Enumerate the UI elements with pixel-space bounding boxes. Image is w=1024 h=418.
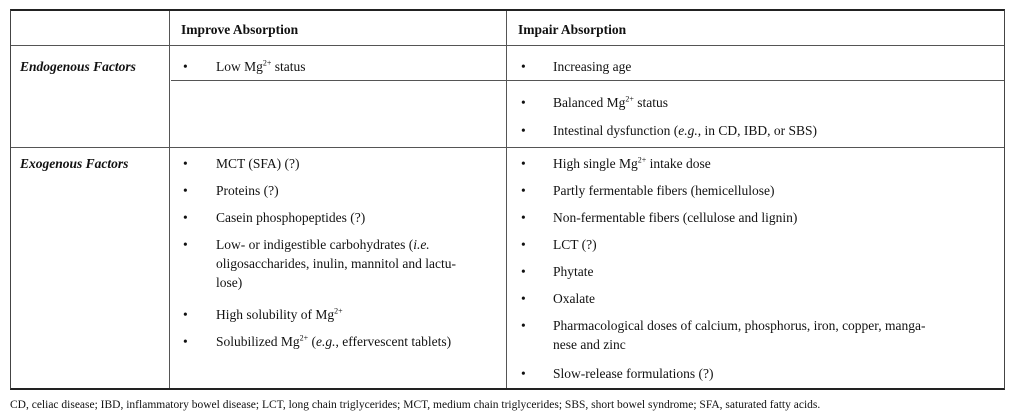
bullet-icon: • (521, 123, 526, 138)
list-item: Balanced $Mg^{2+}$ status (553, 94, 669, 110)
bullet-icon: • (521, 291, 526, 306)
bullet-icon: • (183, 210, 188, 225)
list-item: Solubilized $Mg^{2+}$ (e.g., effervescent tablets) (216, 333, 452, 349)
bullet-icon: • (521, 237, 526, 252)
endogenous-split-divider (171, 80, 1004, 81)
bullet-icon: • (521, 59, 526, 74)
list-item-continuation: nese and zinc (553, 337, 626, 352)
bullet-icon: • (183, 59, 188, 74)
absorption-factors-table (10, 9, 1005, 390)
list-item: Pharmacological doses of calcium, phosphorus, iron, copper, manga- (553, 318, 926, 333)
row-label-exogenous: Exogenous Factors (20, 156, 129, 171)
list-item: MCT (SFA) (?) (216, 156, 300, 171)
bullet-icon: • (183, 334, 188, 349)
list-item: Proteins (?) (216, 183, 279, 198)
bullet-icon: • (521, 156, 526, 171)
table-footnote: CD, celiac disease; IBD, inflammatory bowel disease; LCT, long chain triglycerides; MCT, medium chain triglycerides; SBS, short bowel syndrome; SFA, saturated fatty acids. (10, 399, 821, 411)
list-item: LCT (?) (553, 237, 597, 252)
list-item: Intestinal dysfunction (e.g., in CD, IBD, or SBS) (553, 123, 817, 138)
list-item: Low $Mg^{2+}$ status (216, 58, 306, 74)
header-improve: Improve Absorption (181, 22, 299, 37)
bullet-icon: • (521, 366, 526, 381)
col-divider-2 (506, 11, 507, 388)
list-item-continuation: oligosaccharides, inulin, mannitol and lactu- (216, 256, 456, 271)
list-item: Slow-release formulations (?) (553, 366, 714, 381)
list-item: Partly fermentable fibers (hemicellulose) (553, 183, 775, 198)
list-item: Low- or indigestible carbohydrates (i.e. (216, 237, 430, 252)
row-label-endogenous: Endogenous Factors (20, 59, 136, 74)
list-item: Casein phosphopeptides (?) (216, 210, 366, 225)
list-item: High solubility of $Mg^{2+}$ (216, 306, 343, 322)
row-divider (11, 147, 1004, 148)
list-item: Phytate (553, 264, 594, 279)
bullet-icon: • (521, 318, 526, 333)
list-item: Increasing age (553, 59, 632, 74)
bullet-icon: • (521, 183, 526, 198)
list-item: Oxalate (553, 291, 595, 306)
list-item: High single $Mg^{2+}$ intake dose (553, 155, 711, 171)
bullet-icon: • (183, 237, 188, 252)
bullet-icon: • (521, 95, 526, 110)
bullet-icon: • (521, 210, 526, 225)
header-impair: Impair Absorption (518, 22, 627, 37)
bullet-icon: • (183, 156, 188, 171)
col-divider-1 (169, 11, 170, 388)
list-item: Non-fermentable fibers (cellulose and lignin) (553, 210, 798, 225)
list-item-continuation: lose) (216, 275, 243, 290)
bullet-icon: • (521, 264, 526, 279)
bullet-icon: • (183, 183, 188, 198)
header-divider (11, 45, 1004, 46)
bullet-icon: • (183, 307, 188, 322)
